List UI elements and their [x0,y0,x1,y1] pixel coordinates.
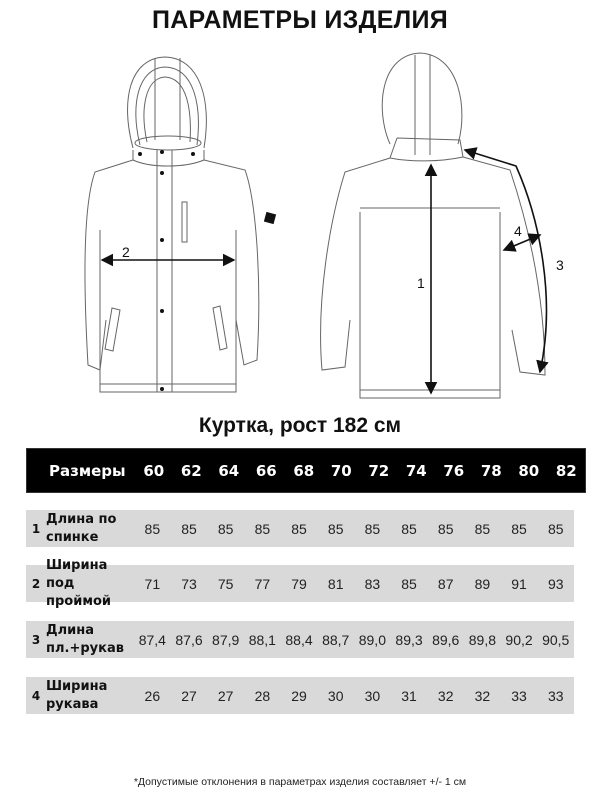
cell: 26 [144,687,161,704]
cell: 85 [547,520,564,537]
cell: 87,4 [138,631,166,648]
jacket-diagram [0,40,600,410]
jacket-front [85,57,259,392]
cell: 85 [217,520,234,537]
tolerance-footnote: *Допустимые отклонения в параметрах изделия составляет +/- 1 см [133,776,467,788]
front-buttons [138,150,276,391]
table-row [26,621,574,658]
cell: 32 [437,687,454,704]
cell: 27 [181,687,197,704]
measure-1-arrow [417,165,431,393]
size-table [26,448,586,712]
row-number: 2 [31,576,41,591]
size-header-row [26,448,586,493]
cell: 71 [144,575,161,592]
cell: 85 [437,520,454,537]
cell: 73 [181,575,197,592]
cell: 89,8 [468,631,496,648]
cell: 85 [511,520,527,537]
cell: 85 [401,575,417,592]
svg-text:1: 1 [417,275,425,291]
size-col: 76 [443,461,465,480]
size-col: 82 [555,461,577,480]
size-col: 66 [255,461,277,480]
cell: 88,7 [322,631,350,648]
cell: 85 [401,520,417,537]
cell: 88,4 [285,631,313,648]
cell: 89,3 [395,631,423,648]
svg-text:4: 4 [514,223,522,239]
cell: 87,9 [212,631,240,648]
cell: 88,1 [248,631,276,648]
cell: 90,2 [505,631,533,648]
table-row [26,510,574,547]
row-number: 1 [31,521,41,536]
size-col: 80 [518,461,540,480]
cell: 85 [181,520,197,537]
cell: 87,6 [175,631,203,648]
cell: 83 [364,575,381,592]
product-subtitle: Куртка, рост 182 см [198,414,402,437]
cell: 85 [144,520,161,537]
row-label: Ширина под проймой [46,557,111,609]
cell: 32 [474,687,491,704]
cell: 27 [217,687,234,704]
table-row [26,677,574,714]
size-col: 62 [180,461,202,480]
page-title: ПАРАМЕТРЫ ИЗДЕЛИЯ [151,6,449,34]
row-label: Длина пл.+рукав [46,622,124,656]
svg-text:3: 3 [556,257,564,273]
cell: 89,6 [432,631,460,648]
cell: 91 [511,575,527,592]
cell: 33 [511,687,527,704]
cell: 89,0 [358,631,386,648]
cell: 28 [254,687,271,704]
row-label: Длина по спинке [46,511,117,545]
svg-text:2: 2 [122,244,130,260]
cell: 31 [401,687,417,704]
cell: 29 [291,687,307,704]
cell: 85 [291,520,307,537]
cell: 85 [474,520,491,537]
size-col: 74 [405,461,427,480]
size-col: 78 [480,461,502,480]
row-number: 3 [31,632,41,647]
measure-4-arrow [504,223,540,250]
cell: 30 [364,687,381,704]
size-col: 72 [368,461,390,480]
measure-2-arrow [102,244,234,260]
sizes-label: Размеры [49,461,126,480]
table-row [26,557,574,609]
cell: 87 [437,575,454,592]
cell: 85 [327,520,344,537]
cell: 75 [217,575,234,592]
cell: 93 [547,575,564,592]
cell: 30 [327,687,344,704]
cell: 89 [474,575,491,592]
cell: 77 [254,575,271,592]
row-number: 4 [31,688,41,703]
cell: 85 [254,520,271,537]
cell: 79 [291,575,307,592]
cell: 33 [547,687,564,704]
size-col: 68 [293,461,315,480]
cell: 90,5 [542,631,570,648]
cell: 85 [364,520,381,537]
size-col: 64 [218,461,240,480]
jacket-back [321,53,545,398]
size-col: 70 [330,461,352,480]
size-col: 60 [143,461,165,480]
row-label: Ширина рукава [46,678,108,712]
cell: 81 [327,575,344,592]
